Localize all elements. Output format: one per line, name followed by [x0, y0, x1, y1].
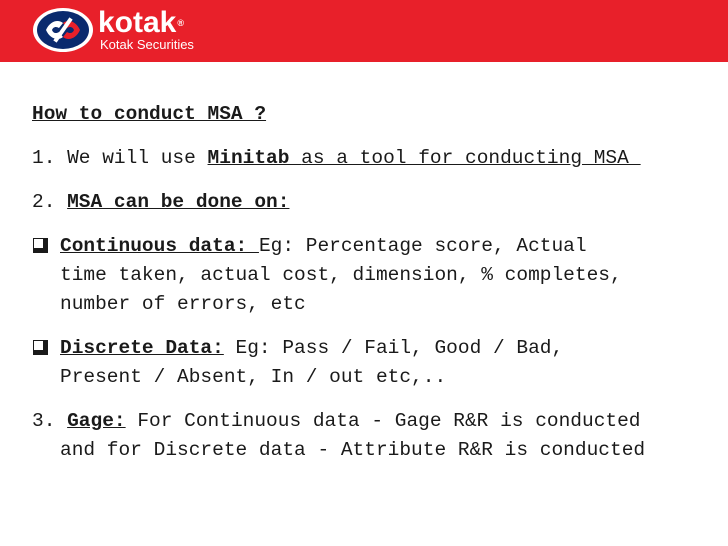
header-bar	[0, 0, 728, 62]
item-text: as a tool for conducting MSA_	[301, 147, 641, 169]
square-bullet-icon	[33, 340, 48, 355]
item-text: We will use	[67, 147, 208, 169]
item-emphasis: MSA can be done on:	[67, 191, 290, 213]
item-text: For Continuous data - Gage R&R is conducted	[125, 410, 641, 432]
bullet-text: time taken, actual cost, dimension, % completes,	[60, 264, 622, 286]
brand-subtitle: Kotak Securities	[100, 36, 194, 52]
item-number: 3.	[32, 410, 56, 432]
item-number: 2.	[32, 191, 56, 213]
item-emphasis: Minitab	[207, 147, 302, 169]
kotak-logo-icon	[32, 7, 94, 53]
list-item-1	[32, 144, 712, 173]
bullet-emphasis: Discrete Data:	[60, 337, 224, 359]
square-bullet-icon	[33, 238, 48, 253]
item-emphasis: Gage:	[67, 410, 126, 432]
item-text: and for Discrete data - Attribute R&R is conducted	[60, 439, 646, 461]
slide-heading: How to conduct MSA ?	[32, 103, 267, 125]
item-number: 1.	[32, 147, 56, 169]
bullet-text: Present / Absent, In / out etc,..	[60, 366, 447, 388]
bullet-continuous	[32, 232, 712, 319]
bullet-text: number of errors, etc	[60, 293, 306, 315]
kotak-logo	[32, 7, 194, 53]
bullet-text: Eg: Pass / Fail, Good / Bad,	[223, 337, 564, 359]
bullet-discrete	[32, 334, 712, 392]
list-item-2	[32, 188, 712, 217]
bullet-text: Eg: Percentage score, Actual	[258, 235, 587, 257]
brand-name: kotak®	[98, 5, 185, 39]
bullet-emphasis: Continuous data:	[60, 235, 259, 257]
slide-body	[32, 100, 712, 465]
list-item-3	[32, 407, 712, 465]
